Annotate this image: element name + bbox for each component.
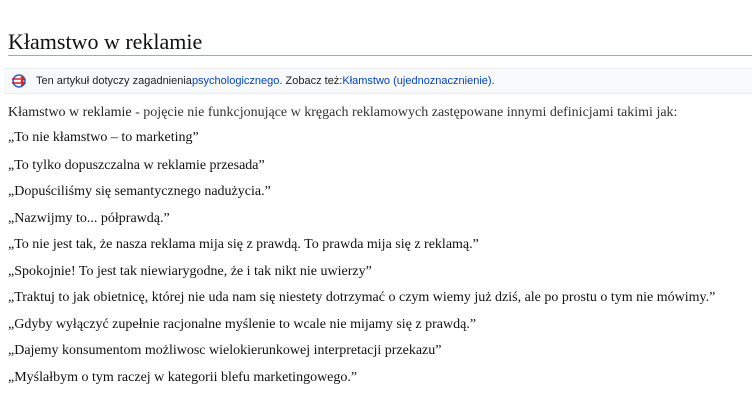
quote-item: „Dajemy konsumentom możliwosc wielokierunkowej interpretacji przekazu” <box>8 343 442 358</box>
intro-paragraph <box>8 104 677 122</box>
quote-item: „To tylko dopuszczalna w reklamie przesada” <box>8 158 265 173</box>
quote-item: „Nazwijmy to... półprawdą.” <box>8 211 170 226</box>
quote-item: „Gdyby wyłączyć zupełnie racjonalne myślenie to wcale nie mijamy się z prawdą.” <box>8 317 477 332</box>
quote-item: „Dopuściliśmy się semantycznego nadużycia.” <box>8 184 271 199</box>
page-title: Kłamstwo w reklamie <box>8 29 203 54</box>
quote-item: „To nie jest tak, że nasza reklama mija się z prawdą. To prawda mija się z reklamą.” <box>8 237 479 252</box>
quote-item: „To nie kłamstwo – to marketing” <box>8 130 199 145</box>
hatnote-text-after: . <box>491 75 495 87</box>
topic-link[interactable]: psychologicznego <box>191 75 280 87</box>
hatnote-text-middle: . Zobacz też: <box>279 75 343 87</box>
intro-definition: - pojęcie nie funkcjonujące w kręgach reklamowych zastępowane innymi definicjami takimi jak: <box>131 105 678 120</box>
disambiguation-link[interactable]: Kłamstwo (ujednoznacznienie) <box>342 75 492 87</box>
hatnote-text-before: Ten artykuł dotyczy zagadnienia <box>36 75 192 87</box>
hatnote <box>4 68 752 94</box>
quote-item: „Myślałbym o tym raczej w kategorii blefu marketingowego.” <box>8 370 358 385</box>
quote-item: „Traktuj to jak obietnicę, której nie uda nam się niestety dotrzymać o czym wiemy już dziś, ale po prostu o tym nie mówimy.” <box>8 290 716 305</box>
intro-term: Kłamstwo w reklamie <box>8 105 132 120</box>
quote-item: „Spokojnie! To jest tak niewiarygodne, że i tak nikt nie uwierzy” <box>8 264 372 279</box>
title-divider <box>8 55 752 56</box>
disambiguation-arrows-icon <box>10 74 28 88</box>
